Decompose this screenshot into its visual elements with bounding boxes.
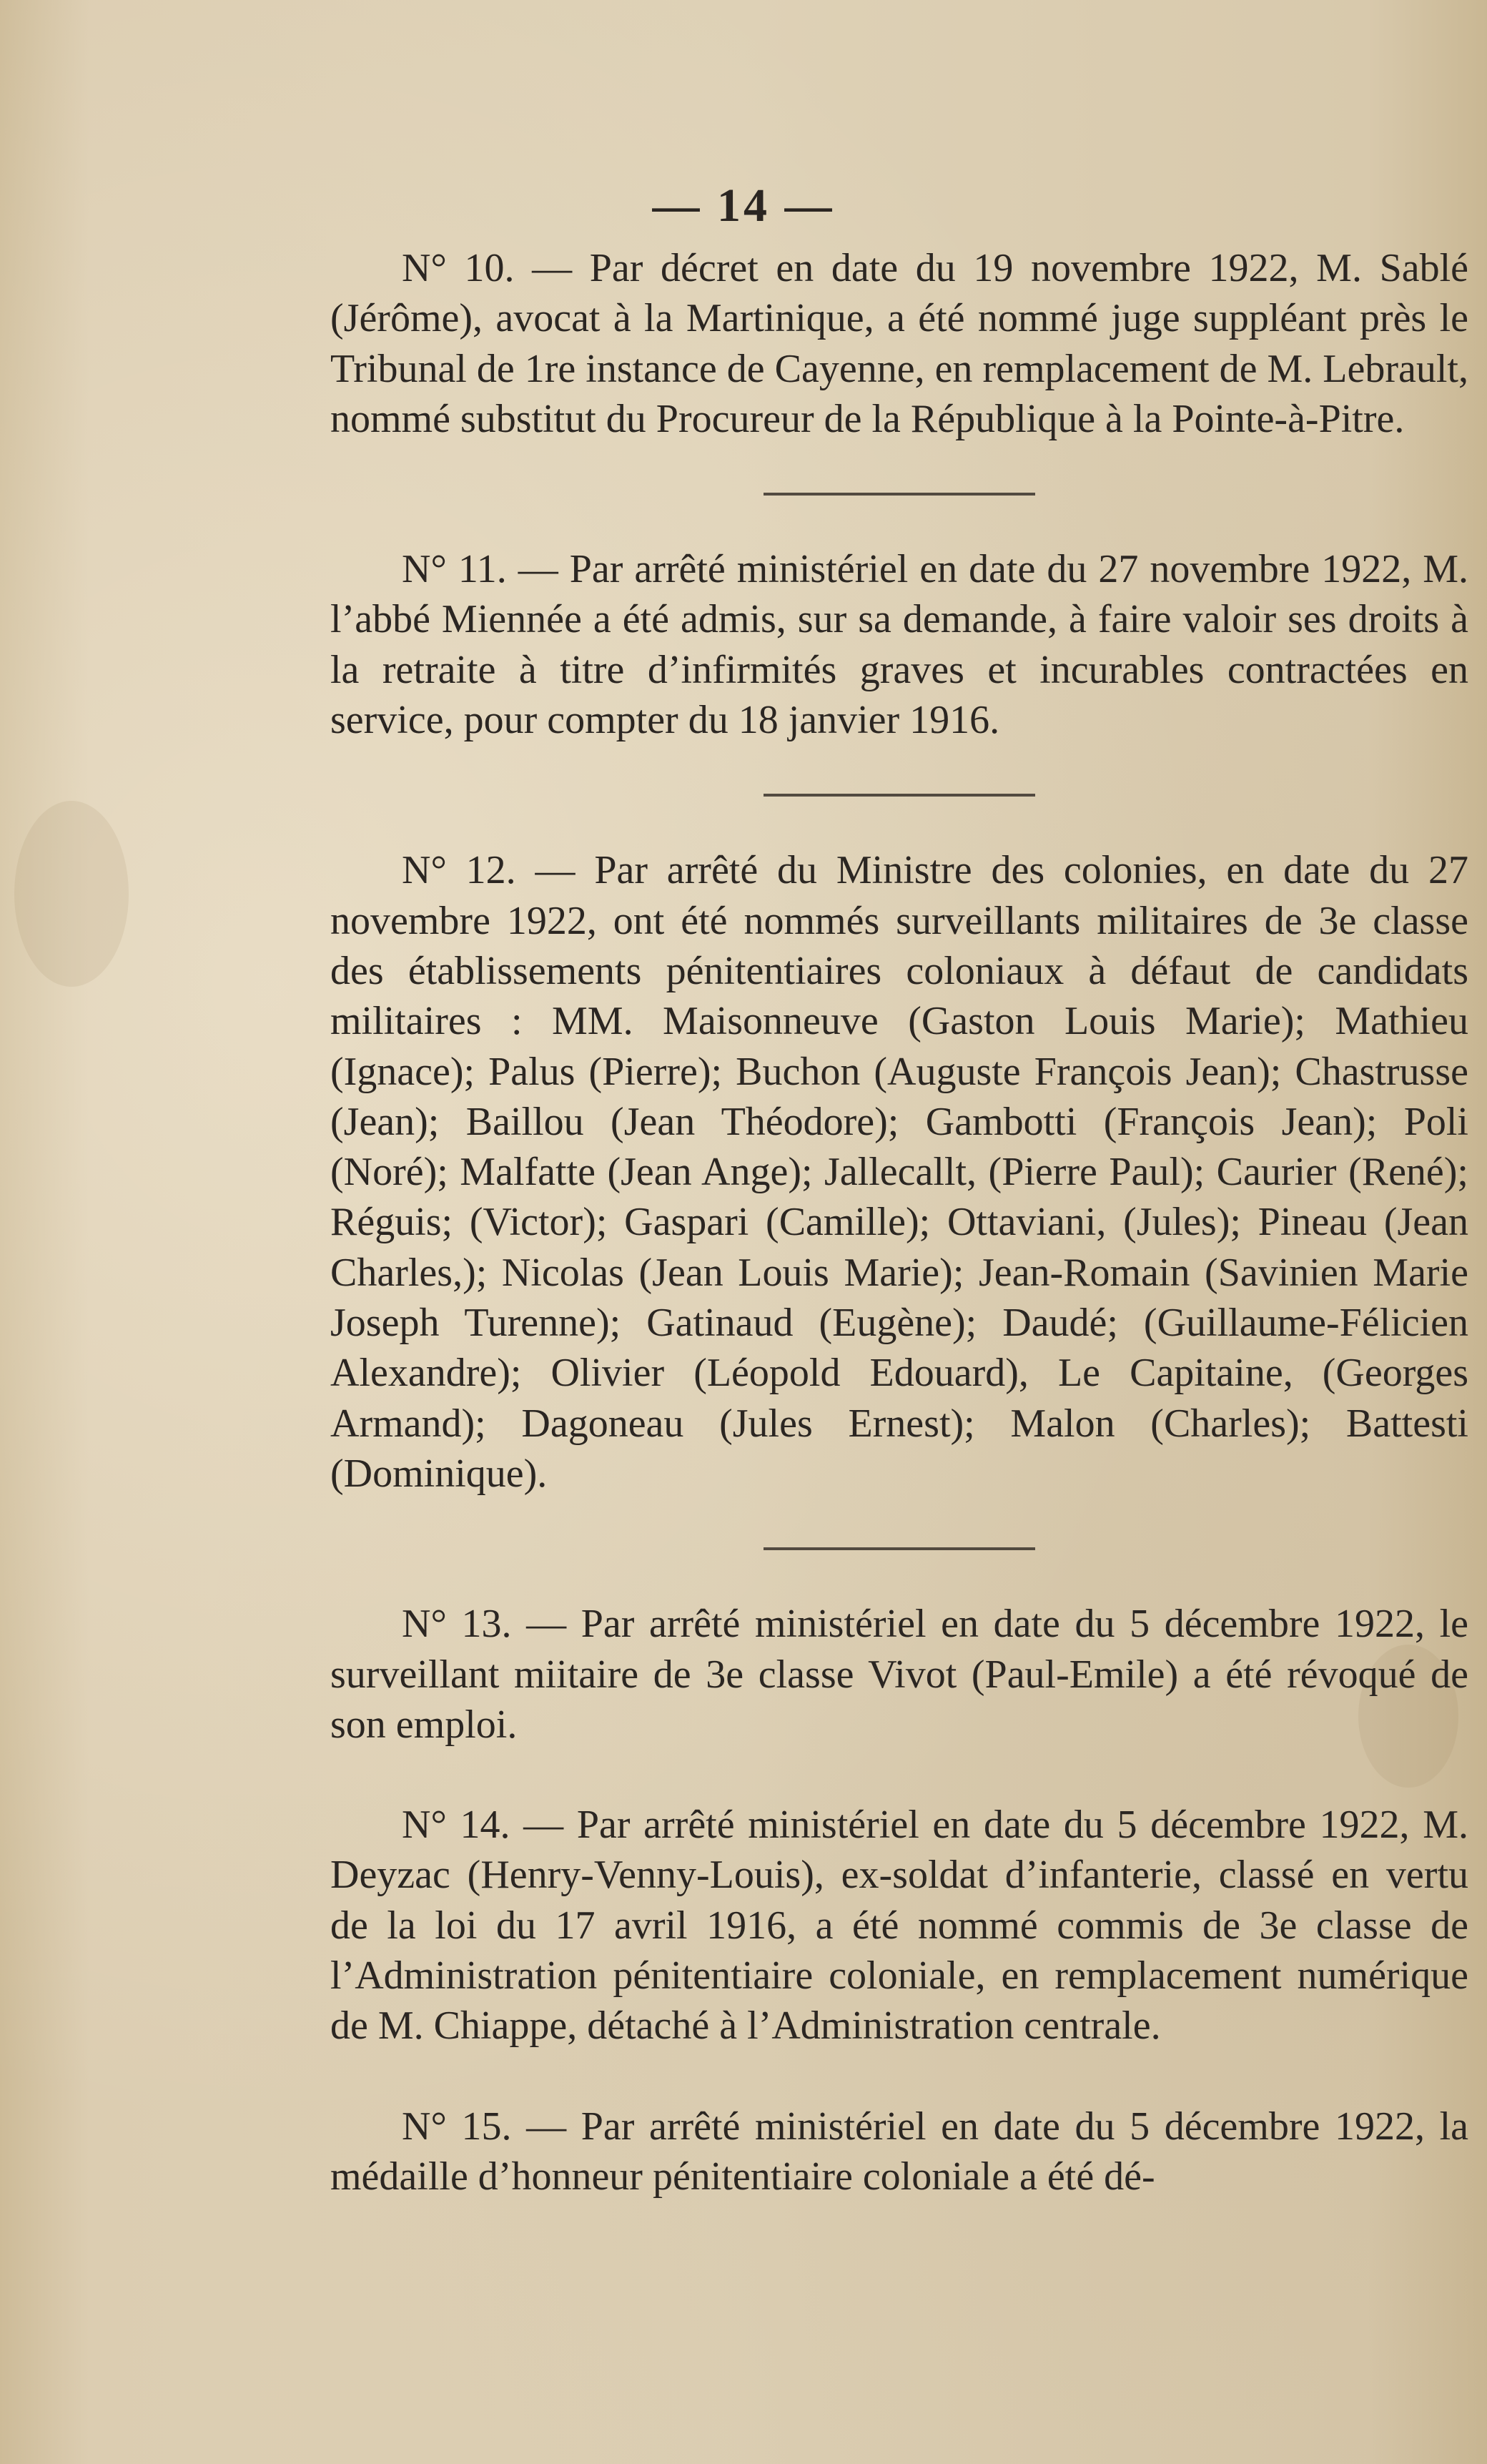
paper-stain	[14, 801, 129, 987]
decree-entry-14: N° 14. — Par arrêté ministériel en date du 5 décembre 1922, M. Deyzac (Henry-Venny-Louis), ex-soldat d’infanterie, classé en vertu de la loi du 17 avril 1916, a été nommé commis de 3e classe de l’Administration pénitentiaire coloniale, en remplacement numérique de M. Chiappe, détaché à l’Administration centrale.	[330, 1803, 1468, 2049]
section-divider	[764, 794, 1035, 797]
section-divider	[764, 1547, 1035, 1550]
decree-entry-15: N° 15. — Par arrêté ministériel en date du 5 décembre 1922, la médaille d’honneur pénitentiaire coloniale a été dé-	[330, 2104, 1468, 2199]
section-divider	[764, 493, 1035, 496]
page-number: — 14 —	[652, 179, 835, 232]
decree-entry-11: N° 11. — Par arrêté ministériel en date du 27 novembre 1922, M. l’abbé Miennée a été admis, sur sa demande, à faire valoir ses droits à la retraite à titre d’infirmités graves et incurables contractées en service, pour compter du 18 janvier 1916.	[330, 547, 1468, 743]
decree-entry-10: N° 10. — Par décret en date du 19 novembre 1922, M. Sablé (Jérôme), avocat à la Martinique, a été nommé juge suppléant près le Tribunal de 1re instance de Cayenne, en remplacement de M. Lebrault, nommé substitut du Procureur de la République à la Pointe-à-Pitre.	[330, 246, 1468, 441]
decree-entry-12: N° 12. — Par arrêté du Ministre des colonies, en date du 27 novembre 1922, ont été nommés surveillants militaires de 3e classe des établissements pénitentiaires coloniaux à défaut de candidats militaires : MM. Maisonneuve (Gaston Louis Marie); Mathieu (Ignace); Palus (Pierre); Buchon (Auguste François Jean); Chastrusse (Jean); Baillou (Jean Théodore); Gambotti (François Jean); Poli (Noré); Malfatte (Jean Ange); Jallecallt, (Pierre Paul); Caurier (René); Réguis; (Victor); Gaspari (Camille); Ottaviani, (Jules); Pineau (Jean Charles,); Nicolas (Jean Louis Marie); Jean-Romain (Savinien Marie Joseph Turenne); Gatinaud (Eugène); Daudé; (Guillaume-Félicien Alexandre); Olivier (Léopold Edouard), Le Capitaine, (Georges Armand); Dagoneau (Jules Ernest); Malon (Charles); Battesti (Dominique).	[330, 848, 1468, 1496]
decree-entry-13: N° 13. — Par arrêté ministériel en date du 5 décembre 1922, le surveillant miitaire de 3e classe Vivot (Paul-Emile) a été révoqué de son emploi.	[330, 1602, 1468, 1747]
text-column	[330, 243, 1468, 2202]
